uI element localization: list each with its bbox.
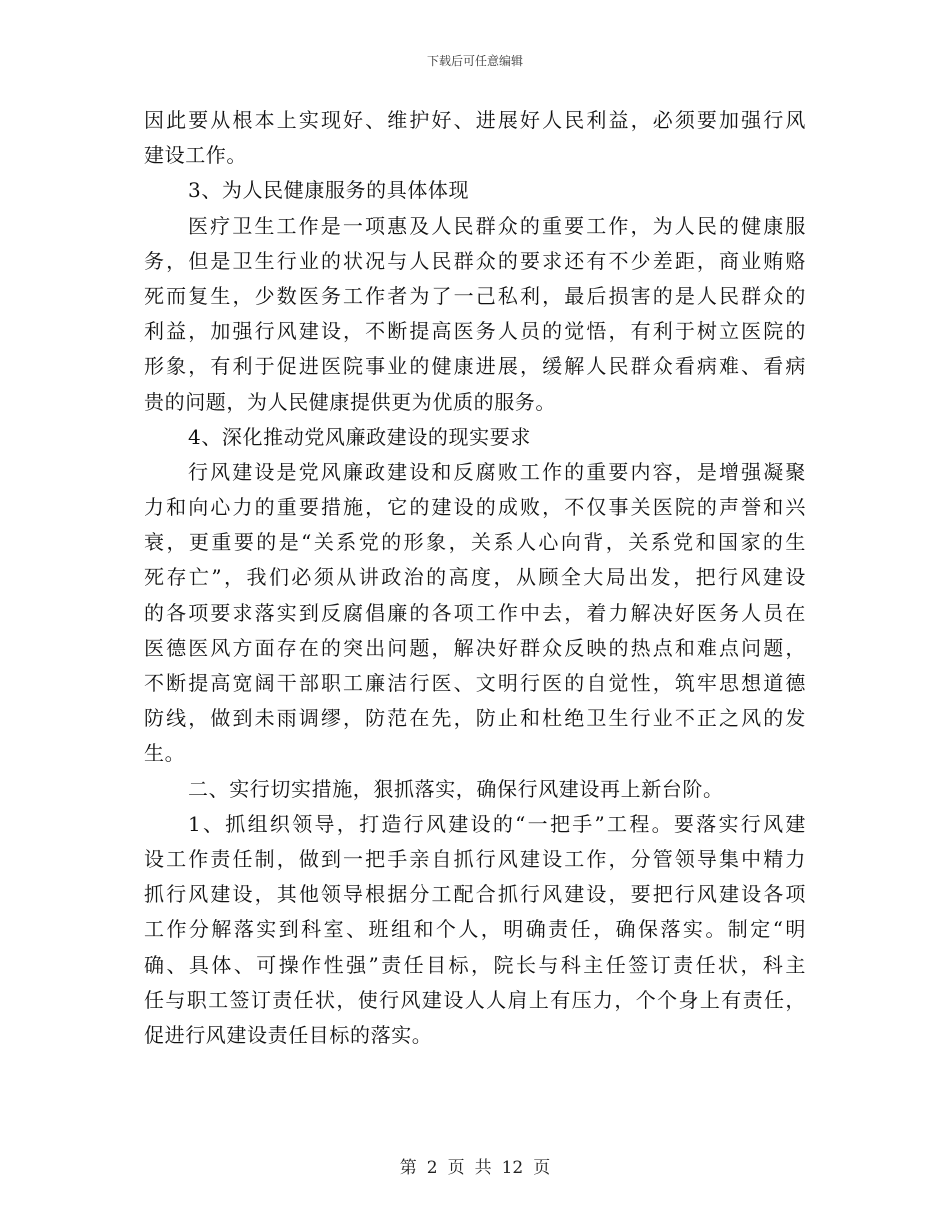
text-line: 二、实行切实措施，狠抓落实，确保行风建设再上新台阶。 (188, 776, 724, 801)
text-line: 因此要从根本上实现好、维护好、进展好人民利益，必须要加强行风 (144, 108, 806, 132)
page-number: 2 (426, 1158, 438, 1178)
text-line: 建设工作。 (144, 143, 247, 168)
text-line: 医德医风方面存在的突出问题，解决好群众反映的热点和难点问题， (144, 635, 806, 660)
text-line: 贵的问题，为人民健康提供更为优质的服务。 (144, 389, 556, 414)
total-label: 页 (533, 1158, 551, 1178)
total-prefix: 共 (474, 1158, 492, 1178)
text-line: 不断提高宽阔干部职工廉洁行医、文明行医的自觉性，筑牢思想道德 (144, 671, 806, 695)
text-line: 衰，更重要的是“关系党的形象，关系人心向背，关系党和国家的生 (144, 530, 806, 555)
page-header: 下载后可任意编辑 (426, 54, 523, 68)
text-line: 利益，加强行风建设，不断提高医务人员的觉悟，有利于树立医院的 (144, 319, 806, 344)
text-line: 行风建设是党风廉政建设和反腐败工作的重要内容，是增强凝聚 (188, 459, 806, 484)
document-body (144, 103, 806, 1053)
text-line: 设工作责任制，做到一把手亲自抓行风建设工作，分管领导集中精力 (144, 846, 806, 871)
text-line: 抓行风建设，其他领导根据分工配合抓行风建设，要把行风建设各项 (144, 882, 806, 907)
text-line: 防线，做到未雨调缪，防范在先，防止和杜绝卫生行业不正之风的发 (144, 706, 806, 731)
page-prefix: 第 (399, 1158, 417, 1178)
text-line: 死存亡”，我们必须从讲政治的高度，从顾全大局出发，把行风建设 (144, 565, 806, 590)
total-pages: 12 (501, 1158, 524, 1178)
page-footer (0, 1153, 950, 1178)
text-line: 的各项要求落实到反腐倡廉的各项工作中去，着力解决好医务人员在 (144, 600, 806, 625)
text-line: 促进行风建设责任目标的落实。 (144, 1022, 433, 1047)
text-line: 工作分解落实到科室、班组和个人，明确责任，确保落实。制定“明 (144, 917, 806, 942)
page-label: 页 (447, 1158, 465, 1178)
text-line: 死而复生，少数医务工作者为了一己私利，最后损害的是人民群众的 (144, 283, 806, 308)
text-line: 4、深化推动党风廉政建设的现实要求 (188, 424, 531, 449)
text-line: 确、具体、可操作性强”责任目标，院长与科主任签订责任状，科主 (144, 952, 806, 977)
text-line: 任与职工签订责任状，使行风建设人人肩上有压力，个个身上有责任， (144, 987, 806, 1012)
text-line: 形象，有利于促进医院事业的健康进展，缓解人民群众看病难、看病 (144, 354, 806, 379)
text-line: 医疗卫生工作是一项惠及人民群众的重要工作，为人民的健康服 (188, 213, 806, 238)
text-line: 力和向心力的重要措施，它的建设的成败，不仅事关医院的声誉和兴 (144, 495, 806, 520)
text-line: 生。 (144, 741, 186, 766)
text-line: 务，但是卫生行业的状况与人民群众的要求还有不少差距，商业贿赂 (144, 248, 806, 273)
text-line: 3、为人民健康服务的具体体现 (188, 178, 470, 203)
text-line: 1、抓组织领导，打造行风建设的“一把手”工程。要落实行风建 (188, 811, 806, 836)
